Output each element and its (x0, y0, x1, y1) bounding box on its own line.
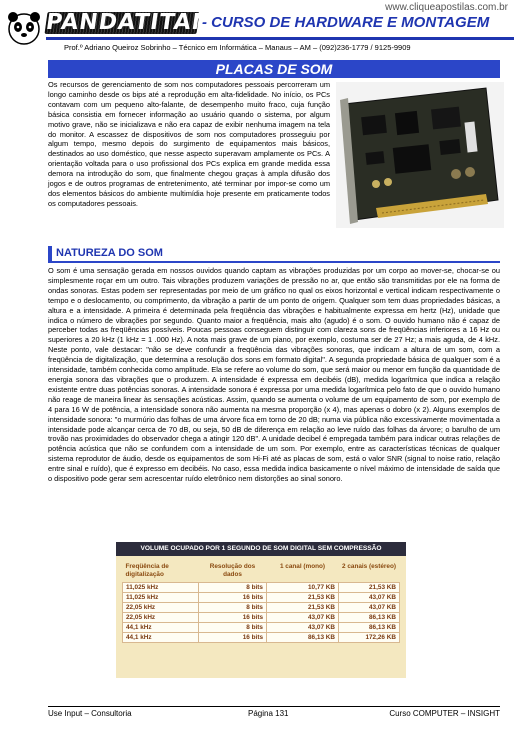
data-table (122, 562, 400, 643)
table-cell: 11,025 kHz (123, 583, 199, 593)
table-header-cell: Resolução dos dados (209, 563, 256, 578)
table-cell: 10,77 KB (267, 583, 339, 593)
table-cell: 86,13 KB (339, 623, 400, 633)
table-cell: 21,53 KB (267, 603, 339, 613)
logo-wordmark: PANDATITAN (44, 10, 213, 35)
table-cell: 172,26 KB (339, 633, 400, 643)
footer-right: Curso COMPUTER – INSIGHT (389, 709, 500, 718)
table-header-cell: 2 canais (estéreo) (342, 563, 396, 570)
page-title: PLACAS DE SOM (48, 60, 500, 78)
page-header (6, 10, 514, 58)
section-heading-text: NATUREZA DO SOM (56, 247, 163, 259)
table-cell: 86,13 KB (267, 633, 339, 643)
heading-accent (48, 246, 52, 261)
table-row (123, 593, 400, 603)
table-cell: 8 bits (199, 623, 267, 633)
table-header-row (123, 562, 400, 583)
footer-left: Use Input – Consultoria (48, 709, 132, 718)
table-title: VOLUME OCUPADO POR 1 SEGUNDO DE SOM DIGITAL SEM COMPRESSÃO (116, 542, 406, 556)
footer-divider (48, 706, 500, 707)
table-header-cell: Freqüência de digitalização (125, 563, 169, 578)
table-cell: 22,05 kHz (123, 613, 199, 623)
table-row (123, 583, 400, 593)
table-cell: 43,07 KB (267, 613, 339, 623)
site-url: www.cliqueapostilas.com.br (385, 2, 508, 13)
table-cell: 86,13 KB (339, 613, 400, 623)
table-cell: 16 bits (199, 633, 267, 643)
table-cell: 44,1 kHz (123, 623, 199, 633)
author-line: Prof.º Adriano Queiroz Sobrinho – Técnico em Informática – Manaus – AM – (092)236-1779 / 9125-9909 (64, 43, 411, 52)
data-table-figure (116, 542, 406, 678)
section-heading (48, 246, 500, 263)
table-row (123, 633, 400, 643)
table-cell: 21,53 KB (339, 583, 400, 593)
header-divider (46, 37, 514, 40)
table-cell: 43,07 KB (267, 623, 339, 633)
table-row (123, 613, 400, 623)
table-cell: 43,07 KB (339, 603, 400, 613)
table-cell: 16 bits (199, 593, 267, 603)
page-number: Página 131 (248, 709, 289, 718)
table-cell: 43,07 KB (339, 593, 400, 603)
table-cell: 44,1 kHz (123, 633, 199, 643)
section-paragraph: O som é uma sensação gerada em nossos ouvidos quando captam as vibrações produzidas por um corpo ao mover-se, chocar-se ou simplesmente roçar em um outro. Tais vibrações produzem variações de pressão no ar, que então são transmitidas por ele na forma de ondas sonoras. Estas podem ser representadas por meio de um gráfico no qual os eixos horizontal e vertical indicam respectivamente o tempo e o deslocamento, ou comprimento, da vibração a partir de um ponto de origem. Qualquer som tem duas propriedades básicas, a altura e a intensidade. A primeira é determinada pela freqüência das vibrações e habitualmente expressa em hertz (Hz), unidade que indica o número de vibrações por segundo. Quanto maior a freqüência, mais alto (agudo) é o som. O ouvido humano não é capaz de perceber todas as freqüências possíveis. Poucas pessoas conseguem distinguir com clareza sons de freqüências inferiores a 16 Hz ou superiores a 20 kHz (1 kHz = 1 .000 Hz). A nota mais grave de um piano, por exemplo, costuma ser de 27 Hz; a mais aguda, de 4 kHz. Neste ponto, vale destacar: "não se deve confundir a freqüência das vibrações sonoras, que indicam a altura de um som, com a freqüência de digitalização, que determina a resolução dos sons em formato digital". A segunda propriedade básica de qualquer som é a intensidade, também conhecida como amplitude. Ela se refere ao volume do som, que será maior ou menor em função da quantidade de energia sonora das vibrações que o produzem. A intensidade é expressa em decibéis (dB), medida logarítmica que indica a relação existente entre duas potências sonoras. A intensidade sonora é expressa por uma medida logarítmica pelo fato de que o ouvido humano não reage de maneira linear às sensações acústicas. Assim, quando se aumenta o volume de um equipamento de som, por exemplo de 4 para 16 W de potência, a intensidade sonora não aumenta na mesma proporção (x 4), mas apenas o dobro (x 2). Alguns exemplos de intensidade sonora: "o murmúrio das folhas de uma árvore fica em torno de 20 dB; numa via pública não excessivamente movimentada a intensidade pode alcançar cerca de 70 dB, ou seja, 50 dB de diferença em relação ao leve ruído das folhas da árvore; o barulho de um trovão nas proximidades do observador chega a atingir 120 dB". A unidade decibel é empregada também para indicar outras relações de potência acústica que não se confundem com a intensidade de um som. Por exemplo, entre as características técnicas de qualquer sistema reprodutor de áudio, desde os equipamentos de som Hi-Fi até as placas de som, está o valor SNR (signal to noise ratio, relação entre sinal e ruído), que é expresso em decibéis. No caso, essa medida indica basicamente o nível máximo de intensidade de saída que o dispositivo pode gerar sem acrescentar ruído eletrônico nem distorções ao sinal sonoro. (48, 266, 500, 484)
table-cell: 22,05 kHz (123, 603, 199, 613)
sound-card-image (336, 82, 504, 228)
table-row (123, 623, 400, 633)
table-cell: 16 bits (199, 613, 267, 623)
table-cell: 8 bits (199, 603, 267, 613)
table-cell: 21,53 KB (267, 593, 339, 603)
intro-paragraph: Os recursos de gerenciamento de som nos computadores pessoais percorreram um longo caminho desde os bips até a reprodução em alta-fidelidade. No início, os PCs contavam com um pequeno alto-falante, de desempenho muito fraco, cuja função básica consistia em fornecer informação ao usuário quando o sistema, por algum motivo grave, não se inicializava e não era capaz de exibir nenhuma imagem na tela do monitor. A escassez de dispositivos de som nos computadores prosseguiu por algum tempo, mesmo depois do surgimento de equipamentos mais básicos, destinados ao uso doméstico, que nesse aspecto superavam amplamente os PCs. A orientação voltada para o uso profissional dos PCs explica em grande medida essa demora na introdução do som, que finalmente chegou graças à ampla difusão dos jogos e de outros programas de entretenimento, até terminar por impor-se como um dos elementos básicos do ambiente multimídia hoje presente em praticamente todos os computadores pessoais. (48, 80, 330, 208)
table-cell: 8 bits (199, 583, 267, 593)
table-header-cell: 1 canal (mono) (279, 563, 326, 570)
panda-logo-icon (6, 10, 42, 46)
table-cell: 11,025 kHz (123, 593, 199, 603)
table-row (123, 603, 400, 613)
course-title: - CURSO DE HARDWARE E MONTAGEM (202, 14, 490, 31)
